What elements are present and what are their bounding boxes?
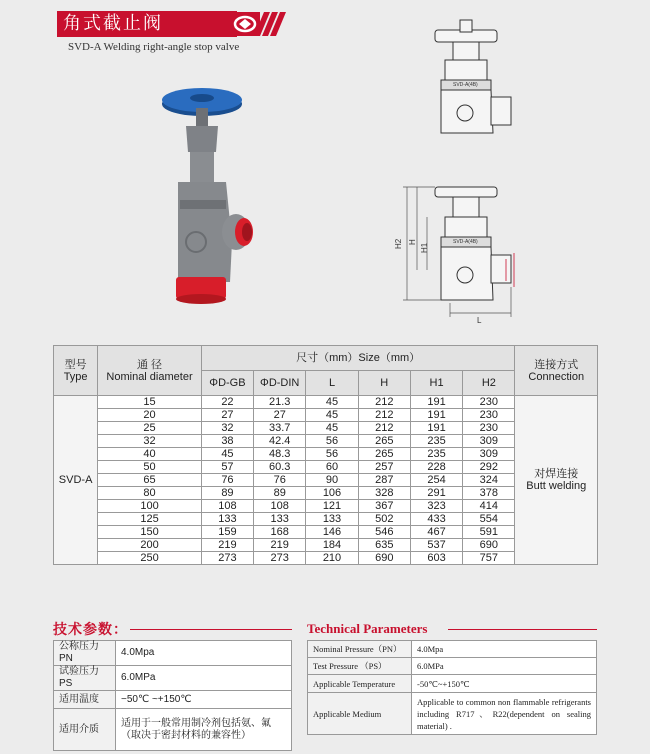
brand-logo-icon — [230, 12, 286, 36]
table-cell: 133 — [306, 513, 358, 526]
table-row — [54, 396, 598, 409]
table-cell: 27 — [254, 409, 306, 422]
page-title: 角式截止阀 — [63, 13, 163, 34]
table-cell: 20 — [98, 409, 202, 422]
dim-h1-label: H1 — [420, 242, 429, 253]
table-cell: 27 — [201, 409, 253, 422]
table-cell: 48.3 — [254, 448, 306, 461]
table-cell: 690 — [463, 539, 515, 552]
header-d-gb: ΦD-GB — [201, 371, 253, 396]
table-cell: 433 — [410, 513, 462, 526]
table-cell: 108 — [254, 500, 306, 513]
table-cell: 554 — [463, 513, 515, 526]
table-cell: 324 — [463, 474, 515, 487]
table-cell: 212 — [358, 396, 410, 409]
table-cell: 273 — [201, 552, 253, 565]
table-cell: 15 — [98, 396, 202, 409]
table-cell: 146 — [306, 526, 358, 539]
table-cell: 40 — [98, 448, 202, 461]
table-cell: 56 — [306, 435, 358, 448]
table-cell: 254 — [410, 474, 462, 487]
table-cell: 21.3 — [254, 396, 306, 409]
table-cell: 106 — [306, 487, 358, 500]
table-cell: 378 — [463, 487, 515, 500]
table-cell: 191 — [410, 422, 462, 435]
table-cell: 60 — [306, 461, 358, 474]
table-cell: 273 — [254, 552, 306, 565]
header-d-din: ΦD-DIN — [254, 371, 306, 396]
table-cell: 690 — [358, 552, 410, 565]
table-cell: 33.7 — [254, 422, 306, 435]
table-cell: 108 — [201, 500, 253, 513]
header-nominal-diameter: 通 径 Nominal diameter — [98, 346, 202, 396]
table-cell: 537 — [410, 539, 462, 552]
table-cell: 125 — [98, 513, 202, 526]
table-cell: 45 — [306, 409, 358, 422]
table-cell: 56 — [306, 448, 358, 461]
table-cell: 89 — [254, 487, 306, 500]
table-cell: 250 — [98, 552, 202, 565]
tech-params-table-en — [307, 640, 597, 735]
tech-params-title-en: Technical Parameters — [307, 621, 428, 636]
table-cell: 546 — [358, 526, 410, 539]
table-cell: 265 — [358, 435, 410, 448]
table-cell: 57 — [201, 461, 253, 474]
table-cell: 32 — [201, 422, 253, 435]
table-cell: 230 — [463, 409, 515, 422]
table-cell: 228 — [410, 461, 462, 474]
dim-l-label: L — [477, 316, 482, 325]
param-label: Nominal Pressure（PN） — [308, 641, 412, 658]
table-cell: 50 — [98, 461, 202, 474]
table-cell: 133 — [201, 513, 253, 526]
table-cell: 42.4 — [254, 435, 306, 448]
table-cell: 265 — [358, 448, 410, 461]
param-label: Test Pressure （PS） — [308, 658, 412, 675]
param-label: Applicable Medium — [308, 693, 412, 735]
param-label: 适用温度 — [54, 691, 116, 709]
table-cell: 603 — [410, 552, 462, 565]
header-type: 型号 Type — [54, 346, 98, 396]
table-cell: 502 — [358, 513, 410, 526]
param-label: 适用介质 — [54, 709, 116, 751]
table-cell: 323 — [410, 500, 462, 513]
table-cell: 32 — [98, 435, 202, 448]
table-cell: 60.3 — [254, 461, 306, 474]
table-cell: 257 — [358, 461, 410, 474]
table-cell: 309 — [463, 448, 515, 461]
table-cell: 80 — [98, 487, 202, 500]
tech-params-table-cn — [53, 640, 292, 751]
table-cell: 38 — [201, 435, 253, 448]
header-size: 尺寸（mm）Size（mm） — [201, 346, 515, 371]
param-label: Applicable Temperature — [308, 675, 412, 693]
table-cell: 121 — [306, 500, 358, 513]
table-cell: 219 — [254, 539, 306, 552]
table-cell: 150 — [98, 526, 202, 539]
section-rule-en — [448, 629, 597, 630]
table-cell: 76 — [201, 474, 253, 487]
table-cell: 159 — [201, 526, 253, 539]
table-cell: 200 — [98, 539, 202, 552]
page-subtitle: SVD-A Welding right-angle stop valve — [68, 41, 240, 53]
section-rule-cn — [130, 629, 292, 630]
table-cell: 25 — [98, 422, 202, 435]
header-connection: 连接方式 Connection — [515, 346, 598, 396]
header-l: L — [306, 371, 358, 396]
table-cell: 45 — [306, 396, 358, 409]
table-cell: 291 — [410, 487, 462, 500]
param-value: -50℃~+150℃ — [412, 675, 597, 693]
specification-table-body — [54, 396, 598, 565]
table-cell: 287 — [358, 474, 410, 487]
param-value: 4.0Mpa — [412, 641, 597, 658]
param-value: 4.0Mpa — [116, 641, 292, 666]
valve-dimension-drawing — [385, 15, 550, 325]
table-cell: 210 — [306, 552, 358, 565]
param-value: 6.0MPa — [116, 666, 292, 691]
table-cell: 757 — [463, 552, 515, 565]
dim-h-label: H — [408, 239, 417, 245]
header-h1: H1 — [410, 371, 462, 396]
valve-photo — [150, 82, 260, 312]
table-cell: 635 — [358, 539, 410, 552]
table-cell: 89 — [201, 487, 253, 500]
param-label: 公称压力 PN — [54, 641, 116, 666]
specification-table — [53, 345, 598, 565]
param-value: 6.0MPa — [412, 658, 597, 675]
table-cell: 230 — [463, 422, 515, 435]
table-cell: 100 — [98, 500, 202, 513]
dim-h2-label: H2 — [394, 238, 403, 249]
drawing-plate-label-2: SVD-A(4B) — [453, 239, 478, 245]
table-cell: 90 — [306, 474, 358, 487]
table-cell: 219 — [201, 539, 253, 552]
table-cell: 168 — [254, 526, 306, 539]
table-cell: 45 — [201, 448, 253, 461]
table-cell: 22 — [201, 396, 253, 409]
connection-cell: 对焊连接 Butt welding — [515, 396, 598, 565]
table-cell: 184 — [306, 539, 358, 552]
table-cell: 467 — [410, 526, 462, 539]
param-value: 适用于一般常用制冷剂包括氨、氟（取决于密封材料的兼容性） — [116, 709, 292, 751]
table-cell: 367 — [358, 500, 410, 513]
header-h2: H2 — [463, 371, 515, 396]
table-cell: 76 — [254, 474, 306, 487]
table-cell: 328 — [358, 487, 410, 500]
table-cell: 292 — [463, 461, 515, 474]
table-cell: 230 — [463, 396, 515, 409]
table-cell: 212 — [358, 422, 410, 435]
param-value: −50℃ ~+150℃ — [116, 691, 292, 709]
param-label: 试验压力 PS — [54, 666, 116, 691]
type-cell: SVD-A — [54, 396, 98, 565]
table-cell: 191 — [410, 409, 462, 422]
table-cell: 133 — [254, 513, 306, 526]
table-cell: 309 — [463, 435, 515, 448]
table-cell: 212 — [358, 409, 410, 422]
table-cell: 45 — [306, 422, 358, 435]
table-cell: 235 — [410, 435, 462, 448]
table-cell: 191 — [410, 396, 462, 409]
drawing-plate-label: SVD-A(4B) — [453, 82, 478, 88]
table-cell: 591 — [463, 526, 515, 539]
table-cell: 414 — [463, 500, 515, 513]
table-cell: 235 — [410, 448, 462, 461]
table-cell: 65 — [98, 474, 202, 487]
header-h: H — [358, 371, 410, 396]
tech-params-title-cn: 技术参数： — [53, 622, 128, 638]
param-value: Applicable to common non flammable refrigerants including R717、R22(dependent on sealing material) . — [412, 693, 597, 735]
